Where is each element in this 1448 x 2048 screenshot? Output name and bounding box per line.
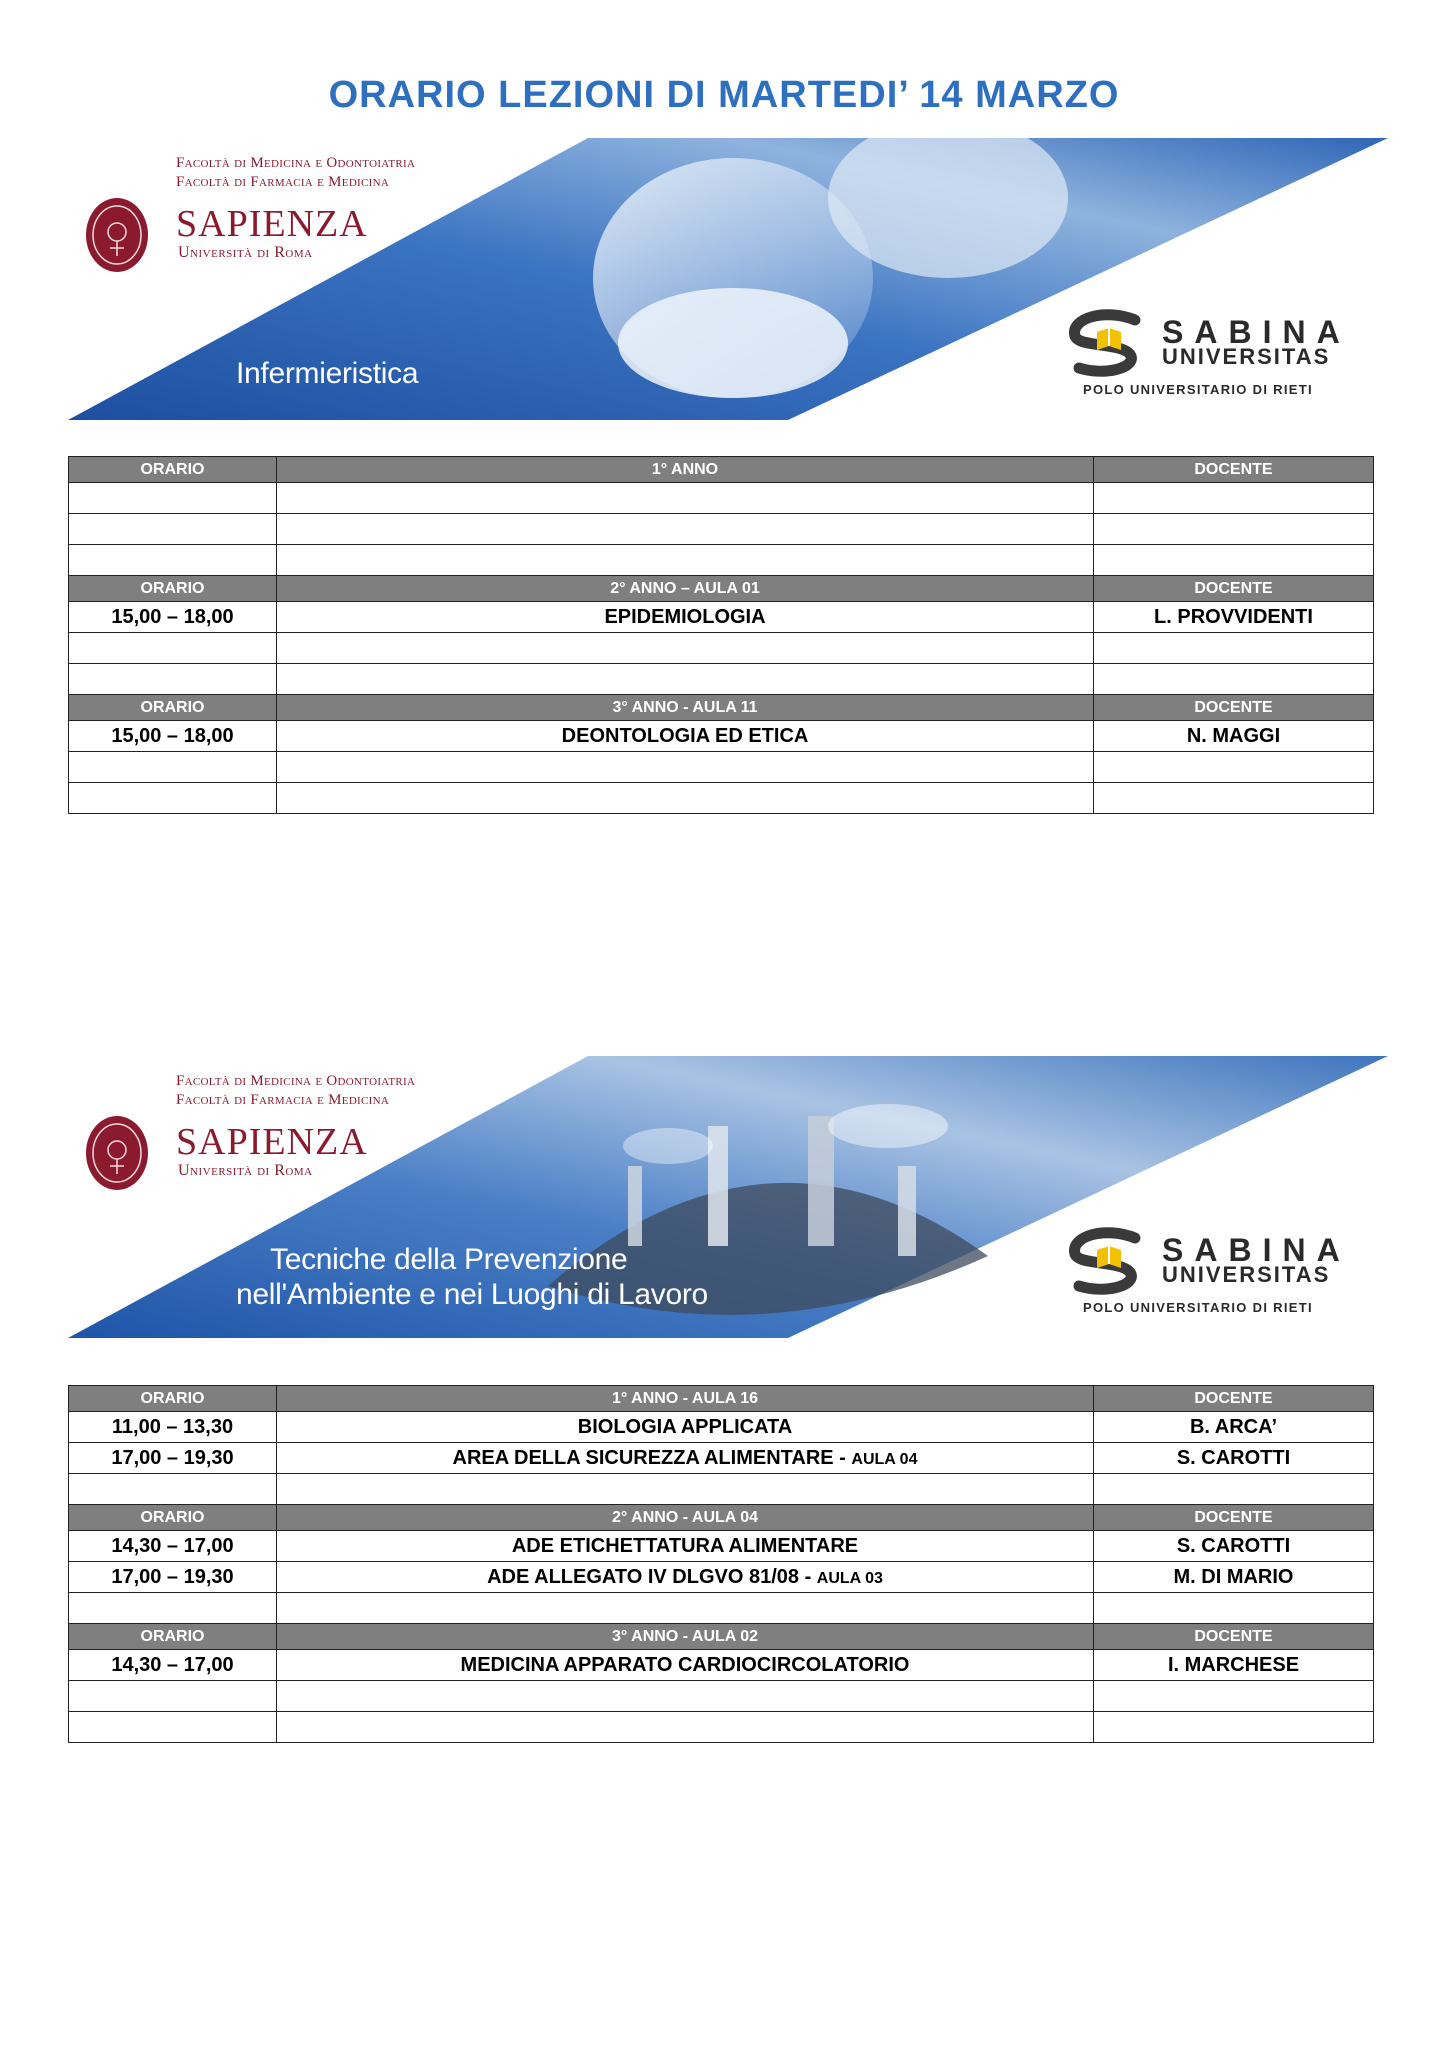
sapienza-seal-icon <box>84 1114 150 1192</box>
cell-orario <box>69 483 277 514</box>
aula-text: AULA 03 <box>816 1569 883 1587</box>
table-header-row <box>69 457 1374 483</box>
cell-docente: B. ARCA’ <box>1094 1412 1374 1443</box>
table-row <box>69 1531 1374 1562</box>
schedule-table-infermieristica <box>68 456 1374 814</box>
header-docente: DOCENTE <box>1094 695 1374 721</box>
cell-orario <box>69 1593 277 1624</box>
sabina-wordmark: SABINA <box>1162 314 1351 350</box>
table-header-row <box>69 1505 1374 1531</box>
sabina-universitas: UNIVERSITAS <box>1162 344 1331 369</box>
cell-docente: M. DI MARIO <box>1094 1562 1374 1593</box>
materia-text: AREA DELLA SICUREZZA ALIMENTARE - <box>452 1446 852 1469</box>
cell-materia <box>277 721 1094 752</box>
sabina-wordmark: SABINA <box>1162 1232 1351 1268</box>
sabina-logo-icon <box>1065 308 1155 378</box>
cell-materia <box>277 1593 1094 1624</box>
materia-text: ADE ETICHETTATURA ALIMENTARE <box>511 1534 859 1557</box>
cell-docente <box>1094 1681 1374 1712</box>
sabina-polo: POLO UNIVERSITARIO DI RIETI <box>1083 1300 1313 1315</box>
table-row <box>69 483 1374 514</box>
cell-orario: 11,00 – 13,30 <box>69 1412 277 1443</box>
header-anno: 1° ANNO <box>277 457 1094 483</box>
cell-materia <box>277 602 1094 633</box>
header-orario: ORARIO <box>69 1505 277 1531</box>
sapienza-seal-icon <box>84 196 150 274</box>
cell-materia <box>277 1531 1094 1562</box>
header-anno: 1° ANNO - AULA 16 <box>277 1386 1094 1412</box>
university-name: SAPIENZA <box>176 203 368 245</box>
header-anno: 2° ANNO - AULA 04 <box>277 1505 1094 1531</box>
page-title: ORARIO LEZIONI DI MARTEDI’ 14 MARZO <box>328 74 1120 116</box>
cell-orario <box>69 1474 277 1505</box>
cell-docente <box>1094 483 1374 514</box>
cell-docente <box>1094 664 1374 695</box>
header-docente: DOCENTE <box>1094 576 1374 602</box>
faculty-line-2: Facoltà di Farmacia e Medicina <box>176 174 390 190</box>
cell-orario: 14,30 – 17,00 <box>69 1650 277 1681</box>
cell-docente <box>1094 1593 1374 1624</box>
cell-orario <box>69 783 277 814</box>
course-banner-prevenzione <box>68 1056 1388 1338</box>
cell-orario: 14,30 – 17,00 <box>69 1531 277 1562</box>
materia-text: EPIDEMIOLOGIA <box>604 605 766 628</box>
cell-orario <box>69 1681 277 1712</box>
schedule-table-prevenzione <box>68 1385 1374 1743</box>
header-orario: ORARIO <box>69 576 277 602</box>
cell-materia <box>277 483 1094 514</box>
table-header-row <box>69 1386 1374 1412</box>
header-docente: DOCENTE <box>1094 1386 1374 1412</box>
cell-materia <box>277 1443 1094 1474</box>
course-name <box>236 356 418 391</box>
cell-orario: 15,00 – 18,00 <box>69 721 277 752</box>
faculty-line-2: Facoltà di Farmacia e Medicina <box>176 1092 390 1108</box>
header-docente: DOCENTE <box>1094 457 1374 483</box>
sabina-polo: POLO UNIVERSITARIO DI RIETI <box>1083 382 1313 397</box>
cell-orario: 17,00 – 19,30 <box>69 1562 277 1593</box>
cell-docente <box>1094 1712 1374 1743</box>
table-row <box>69 721 1374 752</box>
course-name-line: Tecniche della Prevenzione <box>270 1243 628 1276</box>
header-anno: 3° ANNO - AULA 02 <box>277 1624 1094 1650</box>
cell-materia <box>277 1681 1094 1712</box>
table-row <box>69 514 1374 545</box>
materia-text: MEDICINA APPARATO CARDIOCIRCOLATORIO <box>460 1653 910 1676</box>
materia-text: DEONTOLOGIA ED ETICA <box>561 724 809 747</box>
table-row <box>69 1412 1374 1443</box>
cell-docente: N. MAGGI <box>1094 721 1374 752</box>
university-subtitle: Università di Roma <box>178 244 313 261</box>
header-orario: ORARIO <box>69 457 277 483</box>
table-header-row <box>69 695 1374 721</box>
cell-orario <box>69 514 277 545</box>
cell-materia <box>277 664 1094 695</box>
cell-materia <box>277 752 1094 783</box>
faculty-line-1: Facoltà di Medicina e Odontoiatria <box>176 155 416 171</box>
university-subtitle: Università di Roma <box>178 1162 313 1179</box>
cell-docente: L. PROVVIDENTI <box>1094 602 1374 633</box>
header-orario: ORARIO <box>69 1386 277 1412</box>
cell-materia <box>277 514 1094 545</box>
table-row <box>69 1443 1374 1474</box>
materia-text: ADE ALLEGATO IV DLGVO 81/08 - <box>487 1565 817 1588</box>
faculty-names <box>176 154 415 192</box>
course-name <box>236 1242 708 1312</box>
cell-docente <box>1094 752 1374 783</box>
course-name-line: nell'Ambiente e nei Luoghi di Lavoro <box>236 1278 708 1311</box>
table-row <box>69 1593 1374 1624</box>
cell-docente <box>1094 783 1374 814</box>
cell-docente <box>1094 633 1374 664</box>
cell-materia <box>277 1474 1094 1505</box>
cell-materia <box>277 545 1094 576</box>
cell-docente <box>1094 545 1374 576</box>
table-header-row <box>69 1624 1374 1650</box>
table-row <box>69 1474 1374 1505</box>
table-row <box>69 664 1374 695</box>
cell-orario <box>69 664 277 695</box>
cell-orario <box>69 633 277 664</box>
cell-materia <box>277 783 1094 814</box>
header-docente: DOCENTE <box>1094 1505 1374 1531</box>
materia-text: BIOLOGIA APPLICATA <box>577 1415 793 1438</box>
cell-docente: S. CAROTTI <box>1094 1531 1374 1562</box>
cell-materia <box>277 1562 1094 1593</box>
faculty-line-1: Facoltà di Medicina e Odontoiatria <box>176 1073 416 1089</box>
table-row <box>69 752 1374 783</box>
course-name-line: Infermieristica <box>236 357 419 390</box>
header-anno: 2° ANNO – AULA 01 <box>277 576 1094 602</box>
header-orario: ORARIO <box>69 695 277 721</box>
table-header-row <box>69 576 1374 602</box>
cell-orario <box>69 1712 277 1743</box>
faculty-names <box>176 1072 415 1110</box>
cell-docente: I. MARCHESE <box>1094 1650 1374 1681</box>
cell-docente: S. CAROTTI <box>1094 1443 1374 1474</box>
table-row <box>69 1712 1374 1743</box>
header-anno: 3° ANNO - AULA 11 <box>277 695 1094 721</box>
aula-text: AULA 04 <box>851 1450 918 1468</box>
table-row <box>69 783 1374 814</box>
cell-orario: 15,00 – 18,00 <box>69 602 277 633</box>
table-row <box>69 545 1374 576</box>
header-orario: ORARIO <box>69 1624 277 1650</box>
cell-materia <box>277 633 1094 664</box>
cell-docente <box>1094 514 1374 545</box>
cell-orario: 17,00 – 19,30 <box>69 1443 277 1474</box>
cell-orario <box>69 545 277 576</box>
header-docente: DOCENTE <box>1094 1624 1374 1650</box>
cell-materia <box>277 1712 1094 1743</box>
cell-materia <box>277 1412 1094 1443</box>
sabina-logo-icon <box>1065 1226 1155 1296</box>
cell-orario <box>69 752 277 783</box>
course-banner-infermieristica <box>68 138 1388 420</box>
university-name: SAPIENZA <box>176 1121 368 1163</box>
cell-materia <box>277 1650 1094 1681</box>
table-row <box>69 1562 1374 1593</box>
table-row <box>69 1681 1374 1712</box>
cell-docente <box>1094 1474 1374 1505</box>
table-row <box>69 1650 1374 1681</box>
sabina-universitas: UNIVERSITAS <box>1162 1262 1331 1287</box>
table-row <box>69 633 1374 664</box>
table-row <box>69 602 1374 633</box>
